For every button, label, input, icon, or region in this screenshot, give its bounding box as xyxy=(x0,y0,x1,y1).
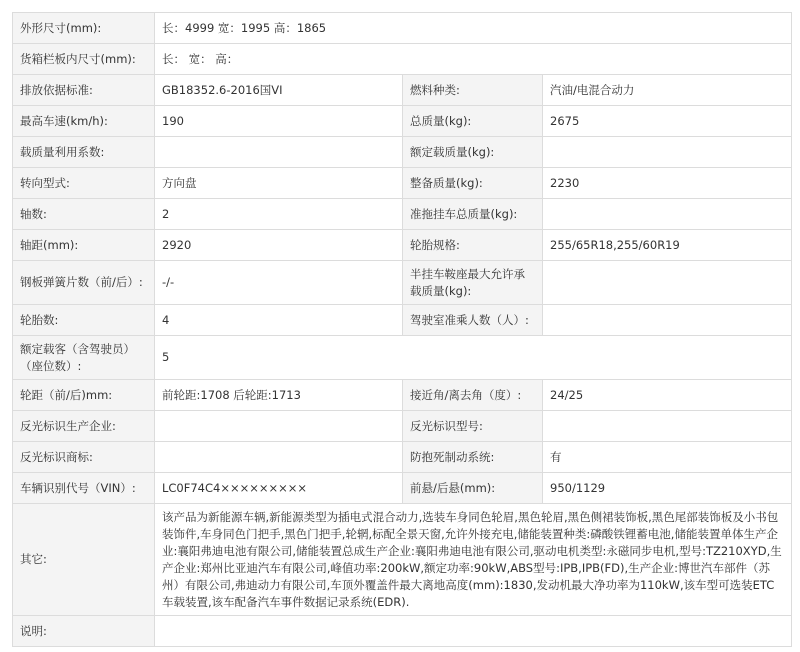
field-label: 货箱栏板内尺寸(mm): xyxy=(13,44,155,75)
spec-row xyxy=(13,75,792,106)
field-label: 额定载客（含驾驶员）（座位数）: xyxy=(13,336,155,380)
field-value xyxy=(543,305,792,336)
field-value: -/- xyxy=(155,261,403,305)
spec-row xyxy=(13,305,792,336)
field-value: 有 xyxy=(543,442,792,473)
vehicle-spec-table xyxy=(12,12,792,647)
field-label: 外形尺寸(mm): xyxy=(13,13,155,44)
field-value: 方向盘 xyxy=(155,168,403,199)
spec-row xyxy=(13,261,792,305)
field-value: 190 xyxy=(155,106,403,137)
field-label: 前悬/后悬(mm): xyxy=(403,473,543,504)
field-value xyxy=(543,261,792,305)
spec-row xyxy=(13,44,792,75)
field-label: 轮胎数: xyxy=(13,305,155,336)
field-label: 半挂车鞍座最大允许承载质量(kg): xyxy=(403,261,543,305)
field-label: 反光标识商标: xyxy=(13,442,155,473)
field-value xyxy=(155,137,403,168)
field-label: 驾驶室准乘人数（人）: xyxy=(403,305,543,336)
field-value: 4 xyxy=(155,305,403,336)
field-value: 汽油/电混合动力 xyxy=(543,75,792,106)
remarks-text: 该产品为新能源车辆,新能源类型为插电式混合动力,选装车身同色轮眉,黑色轮眉,黑色侧裙装饰板,黑色尾部装饰板及小书包装饰件,车身同色门把手,黑色门把手,轮辋,标配全景天窗,允许外接充电,储能装置种类:磷酸铁锂蓄电池,储能装置单体生产企业:襄阳弗迪电池有限公司,储能装置总成生产企业:襄阳弗迪电池有限公司,驱动电机类型:永磁同步电机,型号:TZ210XYD,生产企业:郑州比亚迪汽车有限公司,峰值功率:200kW,额定功率:90kW,ABS型号:IPB,IPB(FD),生产企业:博世汽车部件（苏州）有限公司,弗迪动力有限公司,车顶外覆盖件最大离地高度(mm):1830,发动机最大净功率为110kW,该车型可选装ETC车载装置,该车配备汽车事件数据记录系统(EDR). xyxy=(155,504,792,616)
field-value: 长： 宽： 高： xyxy=(155,44,792,75)
field-label: 接近角/离去角（度）: xyxy=(403,380,543,411)
field-label: 防抱死制动系统: xyxy=(403,442,543,473)
field-value xyxy=(155,616,792,647)
spec-row xyxy=(13,411,792,442)
field-value: 24/25 xyxy=(543,380,792,411)
field-value: 2920 xyxy=(155,230,403,261)
field-label: 反光标识生产企业: xyxy=(13,411,155,442)
field-label: 轴数: xyxy=(13,199,155,230)
field-label: 准拖挂车总质量(kg): xyxy=(403,199,543,230)
field-label: 轮距（前/后)mm: xyxy=(13,380,155,411)
spec-row xyxy=(13,616,792,647)
field-label: 燃料种类: xyxy=(403,75,543,106)
field-label: 车辆识别代号（VIN）: xyxy=(13,473,155,504)
spec-row xyxy=(13,168,792,199)
field-label: 其它: xyxy=(13,504,155,616)
spec-row xyxy=(13,504,792,616)
spec-row xyxy=(13,106,792,137)
field-label: 额定载质量(kg): xyxy=(403,137,543,168)
field-label: 整备质量(kg): xyxy=(403,168,543,199)
vin-value: LC0F74C4××××××××× xyxy=(155,473,403,504)
field-value xyxy=(543,137,792,168)
field-label: 轮胎规格: xyxy=(403,230,543,261)
field-value xyxy=(155,411,403,442)
field-value: 255/65R18,255/60R19 xyxy=(543,230,792,261)
field-value: 950/1129 xyxy=(543,473,792,504)
spec-row xyxy=(13,336,792,380)
field-value: 2230 xyxy=(543,168,792,199)
field-value xyxy=(543,411,792,442)
field-label: 总质量(kg): xyxy=(403,106,543,137)
field-value: 5 xyxy=(155,336,792,380)
field-label: 轴距(mm): xyxy=(13,230,155,261)
spec-row xyxy=(13,199,792,230)
field-value: 前轮距:1708 后轮距:1713 xyxy=(155,380,403,411)
spec-row xyxy=(13,230,792,261)
field-label: 转向型式: xyxy=(13,168,155,199)
field-value: 2675 xyxy=(543,106,792,137)
field-value: GB18352.6-2016国VI xyxy=(155,75,403,106)
spec-row xyxy=(13,13,792,44)
field-value: 长：4999 宽：1995 高：1865 xyxy=(155,13,792,44)
spec-row xyxy=(13,380,792,411)
field-value xyxy=(155,442,403,473)
spec-row xyxy=(13,137,792,168)
field-label: 反光标识型号: xyxy=(403,411,543,442)
field-value: 2 xyxy=(155,199,403,230)
field-label: 排放依据标准: xyxy=(13,75,155,106)
field-label: 说明: xyxy=(13,616,155,647)
field-label: 最高车速(km/h): xyxy=(13,106,155,137)
spec-row xyxy=(13,442,792,473)
field-value xyxy=(543,199,792,230)
field-label: 钢板弹簧片数（前/后）: xyxy=(13,261,155,305)
spec-row xyxy=(13,473,792,504)
field-label: 载质量利用系数: xyxy=(13,137,155,168)
